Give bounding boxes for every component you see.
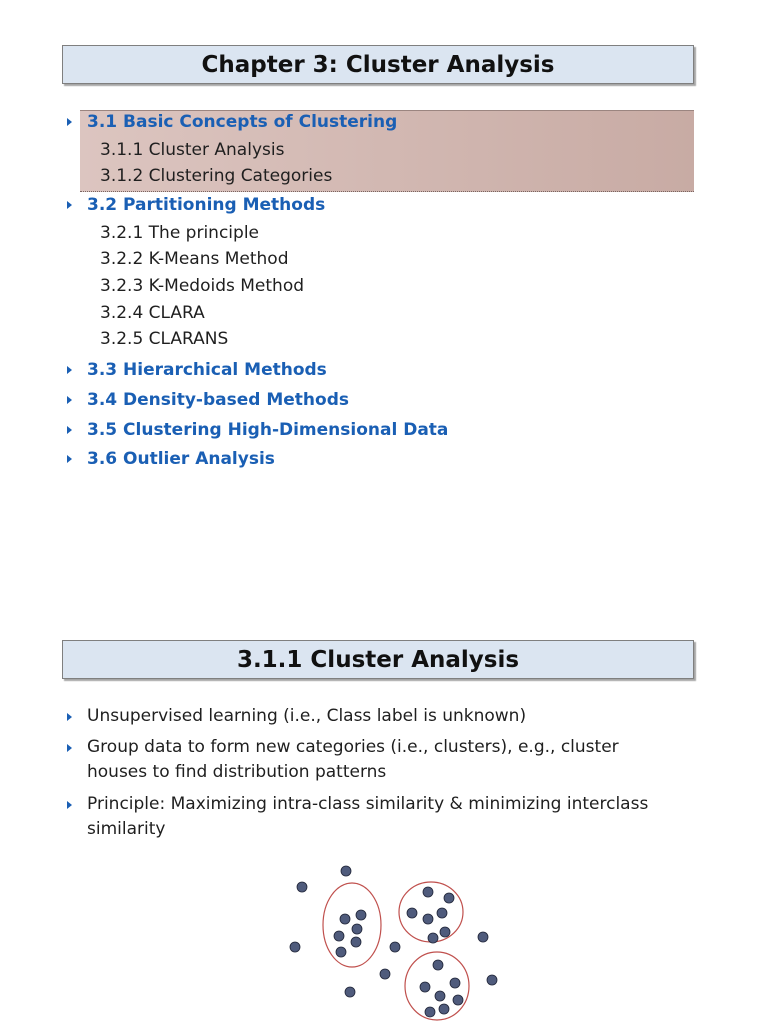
bullet-text — [87, 792, 687, 842]
toc-item-3-2-5[interactable]: 3.2.5 CLARANS — [100, 329, 229, 349]
toc-item-3-4[interactable]: 3.4 Density-based Methods — [87, 390, 350, 410]
data-point — [297, 882, 307, 892]
bullet-text — [87, 735, 687, 785]
data-point — [487, 975, 497, 985]
data-point — [437, 908, 447, 918]
bullet-arrow-icon — [67, 118, 72, 126]
toc-item-3-3[interactable]: 3.3 Hierarchical Methods — [87, 360, 327, 380]
cluster-diagram — [280, 855, 520, 1024]
bullet-arrow-icon — [67, 426, 72, 434]
data-point — [478, 932, 488, 942]
bullet-arrow-icon — [67, 201, 72, 209]
toc-item-3-2-2[interactable]: 3.2.2 K-Means Method — [100, 249, 289, 269]
toc-item-3-1[interactable]: 3.1 Basic Concepts of Clustering — [87, 112, 398, 132]
data-point — [420, 982, 430, 992]
bullet-arrow-icon — [67, 801, 72, 809]
data-point — [345, 987, 355, 997]
data-point — [450, 978, 460, 988]
toc-item-3-2-1[interactable]: 3.2.1 The principle — [100, 223, 260, 243]
chapter-title: Chapter 3: Cluster Analysis — [62, 45, 694, 84]
bullet-arrow-icon — [67, 744, 72, 752]
toc-item-3-5[interactable]: 3.5 Clustering High-Dimensional Data — [87, 420, 449, 440]
bullet-arrow-icon — [67, 366, 72, 374]
data-point — [425, 1007, 435, 1017]
bullet-line: Group data to form new categories (i.e., clusters), e.g., cluster — [87, 737, 619, 757]
bullet-line: similarity — [87, 819, 166, 839]
bullet-text — [87, 704, 687, 729]
toc-item-3-2-4[interactable]: 3.2.4 CLARA — [100, 303, 205, 323]
data-point — [440, 927, 450, 937]
data-point — [444, 893, 454, 903]
data-point — [390, 942, 400, 952]
data-point — [423, 914, 433, 924]
data-point — [453, 995, 463, 1005]
bullet-arrow-icon — [67, 455, 72, 463]
section-title: 3.1.1 Cluster Analysis — [62, 640, 694, 679]
data-point — [423, 887, 433, 897]
data-point — [356, 910, 366, 920]
toc-item-3-6[interactable]: 3.6 Outlier Analysis — [87, 449, 275, 469]
data-point — [340, 914, 350, 924]
toc-item-3-1-2[interactable]: 3.1.2 Clustering Categories — [100, 166, 333, 186]
toc-item-3-2-3[interactable]: 3.2.3 K-Medoids Method — [100, 276, 305, 296]
data-point — [290, 942, 300, 952]
data-point — [439, 1004, 449, 1014]
data-point — [407, 908, 417, 918]
bullet-line: Unsupervised learning (i.e., Class label is unknown) — [87, 706, 527, 726]
data-point — [351, 937, 361, 947]
cluster-ring — [323, 883, 381, 967]
bullet-arrow-icon — [67, 396, 72, 404]
data-point — [428, 933, 438, 943]
bullet-line: Principle: Maximizing intra-class similarity & minimizing interclass — [87, 794, 649, 814]
data-points — [290, 866, 497, 1017]
data-point — [334, 931, 344, 941]
data-point — [433, 960, 443, 970]
toc-item-3-1-1[interactable]: 3.1.1 Cluster Analysis — [100, 140, 285, 160]
data-point — [352, 924, 362, 934]
data-point — [336, 947, 346, 957]
bullet-arrow-icon — [67, 713, 72, 721]
data-point — [435, 991, 445, 1001]
data-point — [341, 866, 351, 876]
bullet-line: houses to find distribution patterns — [87, 762, 387, 782]
toc-item-3-2[interactable]: 3.2 Partitioning Methods — [87, 195, 326, 215]
data-point — [380, 969, 390, 979]
